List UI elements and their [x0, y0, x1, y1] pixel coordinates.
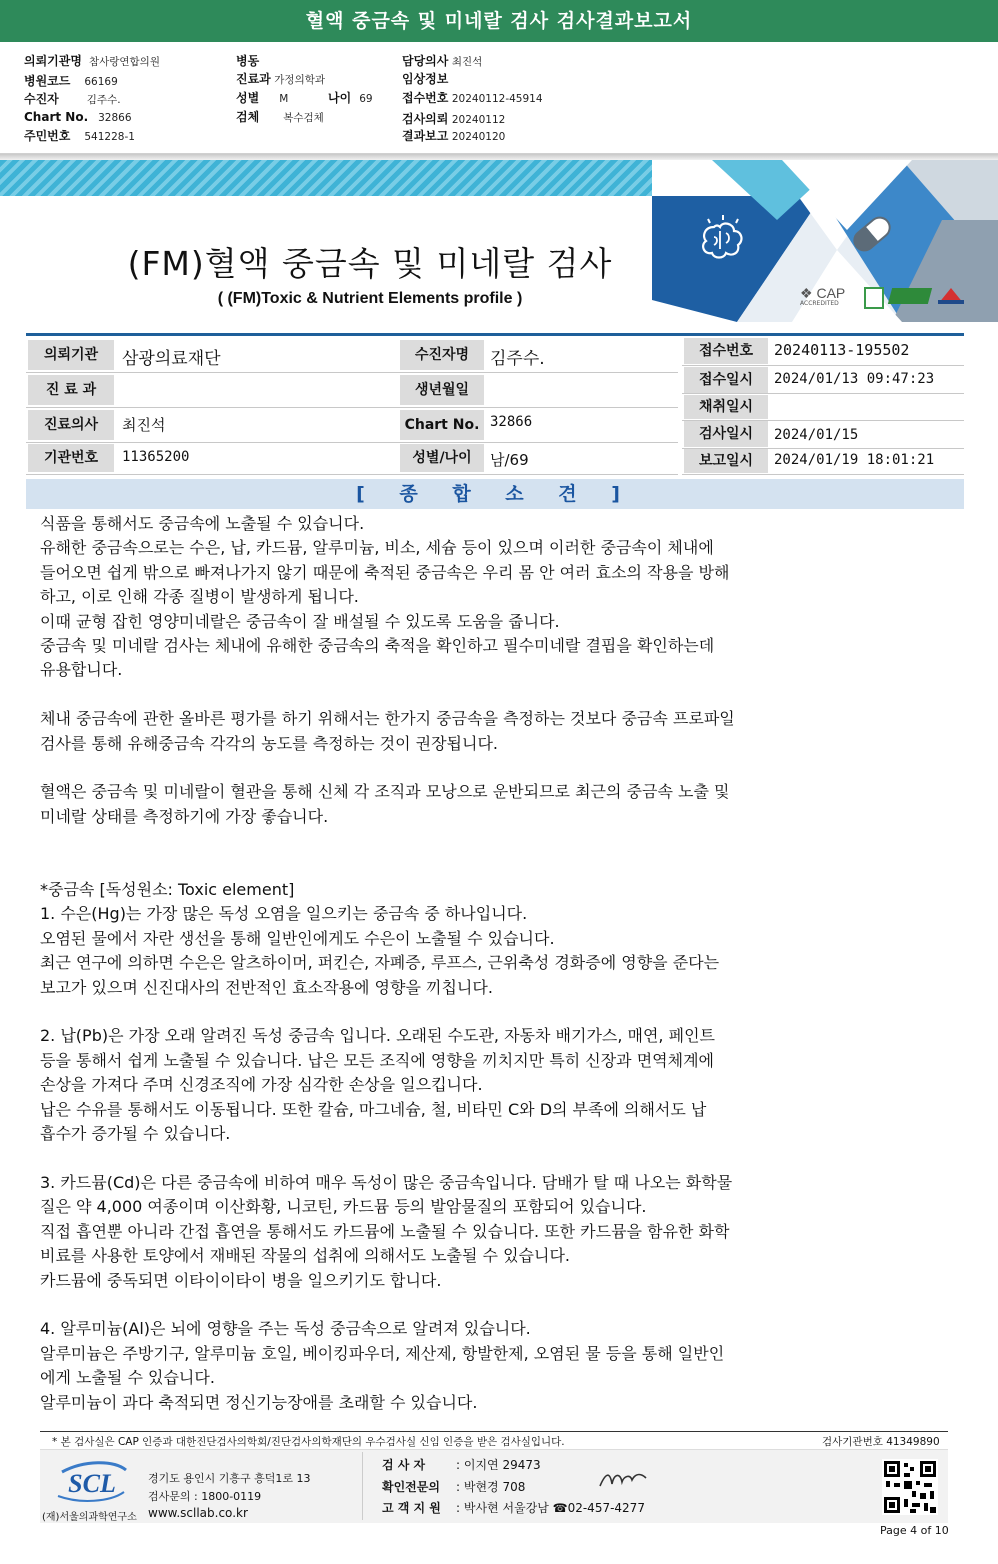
value-sex-age: 남/69: [490, 451, 529, 469]
header-hospital-code: 병원코드 66169: [24, 74, 118, 88]
body-line: 등을 통해서 쉽게 노출될 수 있습니다. 납은 모든 조직에 영향을 끼치지만 특히 신장과 면역체계에: [40, 1050, 714, 1070]
label-chart-no: Chart No.: [400, 410, 484, 440]
value-test-datetime: 2024/01/15: [774, 427, 859, 443]
body-line: 카드뮴에 중독되면 이타이이타이 병을 일으키기도 합니다.: [40, 1270, 442, 1290]
footer-agency-number: 검사기관번호 41349890: [822, 1436, 940, 1448]
body-line: 직접 흡연뿐 아니라 간접 흡연을 통해서도 카드뮴에 노출될 수 있습니다. 또한 카드뮴을 함유한 화학: [40, 1221, 730, 1241]
body-line: 질은 약 4,000 여종이며 이산화황, 니코틴, 카드뮴 등의 발암물질의 포함되어 있습니다.: [40, 1197, 647, 1217]
body-line: 알루미늄은 주방기구, 알루미늄 호일, 베이킹파우더, 제산제, 항발한제, 오염된 물 등을 통해 일반인: [40, 1343, 725, 1363]
era-logo-icon: [888, 288, 932, 304]
body-line: 미네랄 상태를 측정하기에 가장 좋습니다.: [40, 806, 329, 826]
label-patient: 수진자명: [400, 340, 484, 370]
body-line: 납은 수유를 통해서도 이동됩니다. 또한 칼슘, 마그네슘, 철, 비타민 C와 D의 부족에 의해서도 납: [40, 1099, 707, 1119]
label-institution-no: 기관번호: [28, 444, 114, 472]
header-sex: 성별 M: [236, 91, 289, 105]
label-report-datetime: 보고일시: [684, 449, 768, 473]
body-line: 오염된 물에서 자란 생선을 통해 일반인에게도 수은이 노출될 수 있습니다.: [40, 928, 555, 948]
label-receipt-datetime: 접수일시: [684, 367, 768, 393]
header-specimen: 검체 복수검체: [236, 110, 324, 124]
staff-specialist: 확인전문의 : 박현경 708: [382, 1480, 526, 1494]
header-ward: 병동: [236, 54, 260, 68]
lab-contact: 검사문의 : 1800-0119: [148, 1490, 262, 1503]
footer-certification-note: * 본 검사실은 CAP 인증과 대한진단검사의학회/진단검사의학재단의 우수검사실 신임 인증을 받은 검사실입니다.: [52, 1436, 565, 1448]
body-line: 유용합니다.: [40, 660, 123, 680]
header-report-date: 결과보고 20240120: [402, 129, 506, 143]
body-line: *중금속 [독성원소: Toxic element]: [40, 880, 295, 900]
summary-heading: [ 종 합 소 견 ]: [26, 479, 964, 509]
body-line: 손상을 가져다 주며 신경조직에 가장 심각한 손상을 일으킵니다.: [40, 1075, 483, 1095]
header-resident-no: 주민번호 541228-1: [24, 129, 135, 143]
header-chart-no: Chart No. 32866: [24, 110, 132, 124]
capsule-icon: [846, 210, 898, 258]
scl-logo: [54, 1458, 130, 1504]
brain-icon: [696, 213, 750, 263]
header-doctor: 담당의사 최진석: [402, 54, 483, 68]
summary-body: [40, 512, 890, 1415]
body-line: 식품을 통해서도 중금속에 노출될 수 있습니다.: [40, 514, 365, 533]
amab-logo-icon: [936, 286, 966, 306]
value-institution-no: 11365200: [122, 449, 190, 465]
lm-logo-icon: [864, 287, 884, 309]
footer-rule: [40, 1431, 948, 1432]
value-receipt-no: 20240113-195502: [774, 341, 910, 359]
value-chart-no: 32866: [490, 414, 533, 430]
header-receipt-no: 접수번호 20240112-45914: [402, 91, 543, 105]
label-birth: 생년월일: [400, 375, 484, 405]
body-line: 2. 납(Pb)은 가장 오래 알려진 독성 중금속 입니다. 오래된 수도관, 자동차 배기가스, 매연, 페인트: [40, 1026, 715, 1046]
body-line: 중금속 및 미네랄 검사는 체내에 유해한 중금속의 축적을 확인하고 필수미네랄 결핍을 확인하는데: [40, 636, 715, 656]
value-institution: 삼광의료재단: [122, 349, 221, 369]
header-dept: 진료과 가정의학과: [236, 72, 325, 86]
staff-tester: 검 사 자 : 이지연 29473: [382, 1458, 541, 1472]
signature-icon: [598, 1468, 648, 1499]
value-patient: 김주수.: [490, 349, 545, 369]
header-clinical-info: 임상정보: [402, 72, 449, 86]
body-line: 흡수가 증가될 수 있습니다.: [40, 1124, 231, 1144]
body-line: 유해한 중금속으로는 수은, 납, 카드뮴, 알루미늄, 비소, 세슘 등이 있으며 이러한 중금속이 체내에: [40, 538, 714, 558]
body-line: 보고가 있으며 신진대사의 전반적인 효소작용에 영향을 끼칩니다.: [40, 977, 493, 997]
lab-address: 경기도 용인시 기흥구 흥덕1로 13: [148, 1472, 311, 1485]
lab-website: www.scllab.co.kr: [148, 1506, 248, 1520]
page-subtitle: ( (FM)Toxic & Nutrient Elements profile ): [217, 290, 523, 307]
value-doctor: 최진석: [122, 416, 166, 434]
body-line: 체내 중금속에 관한 올바른 평가를 하기 위해서는 한가지 중금속을 측정하는 것보다 중금속 프로파일: [40, 709, 735, 729]
scl-logo-text: SCL: [68, 1469, 116, 1498]
label-collect-datetime: 채취일시: [684, 395, 768, 419]
info-grid-top-rule: [26, 333, 964, 336]
body-line: 들어오면 쉽게 밖으로 빠져나가지 않기 때문에 축적된 중금속은 우리 몸 안 여러 효소의 작용을 방해: [40, 562, 730, 582]
header-patient: 수진자 김주수.: [24, 92, 121, 106]
label-sex-age: 성별/나이: [400, 444, 484, 472]
header-age: 나이 69: [328, 91, 373, 105]
body-line: 검사를 통해 유해중금속 각각의 농도를 측정하는 것이 권장됩니다.: [40, 733, 499, 753]
page-number: Page 4 of 10: [880, 1524, 949, 1537]
label-doctor: 진료의사: [28, 410, 114, 440]
value-report-datetime: 2024/01/19 18:01:21: [774, 452, 935, 468]
label-dept: 진 료 과: [28, 375, 114, 405]
label-test-datetime: 검사일시: [684, 421, 768, 447]
body-line: 3. 카드뮴(Cd)은 다른 중금속에 비하여 매우 독성이 많은 중금속입니다. 담배가 탈 때 나오는 화학물: [40, 1172, 733, 1192]
body-line: 혈액은 중금속 및 미네랄이 혈관을 통해 신체 각 조직과 모낭으로 운반되므로 최근의 중금속 노출 및: [40, 782, 730, 802]
body-line: 에게 노출될 수 있습니다.: [40, 1368, 215, 1388]
header-request-date: 검사의뢰 20240112: [402, 112, 506, 126]
qr-code-icon: [882, 1459, 938, 1515]
label-institution: 의뢰기관: [28, 340, 114, 370]
body-line: 하고, 이로 인해 각종 질병이 발생하게 됩니다.: [40, 587, 359, 607]
body-line: 비료를 사용한 토양에서 재배된 작물의 섭취에 의해서도 노출될 수 있습니다.: [40, 1246, 570, 1266]
body-line: 4. 알루미늄(Al)은 뇌에 영향을 주는 독성 중금속으로 알려져 있습니다.: [40, 1319, 531, 1339]
body-line: 이때 균형 잡힌 영양미네랄은 중금속이 잘 배설될 수 있도록 도움을 줍니다.: [40, 611, 560, 631]
header-institution: 의뢰기관명 참사랑연합의원: [24, 54, 160, 68]
cap-logo: ❖ CAP ACCREDITED: [800, 285, 846, 307]
value-receipt-datetime: 2024/01/13 09:47:23: [774, 371, 935, 387]
body-line: 1. 수은(Hg)는 가장 많은 독성 오염을 일으키는 중금속 중 하나입니다.: [40, 904, 528, 924]
lab-name: (재)서울의과학연구소: [42, 1512, 137, 1523]
body-line: 최근 연구에 의하면 수은은 알츠하이머, 퍼킨슨, 자폐증, 루프스, 근위축성 경화증에 영향을 준다는: [40, 953, 720, 973]
staff-support: 고 객 지 원 : 박사현 서울강남 ☎02-457-4277: [382, 1501, 645, 1515]
page-title: (FM)혈액 중금속 및 미네랄 검사: [127, 244, 613, 283]
report-banner-title: 혈액 중금속 및 미네랄 검사 검사결과보고서: [0, 0, 998, 42]
body-line: 알루미늄이 과다 축적되면 정신기능장애를 초래할 수 있습니다.: [40, 1392, 478, 1412]
label-receipt-no: 접수번호: [684, 338, 768, 364]
